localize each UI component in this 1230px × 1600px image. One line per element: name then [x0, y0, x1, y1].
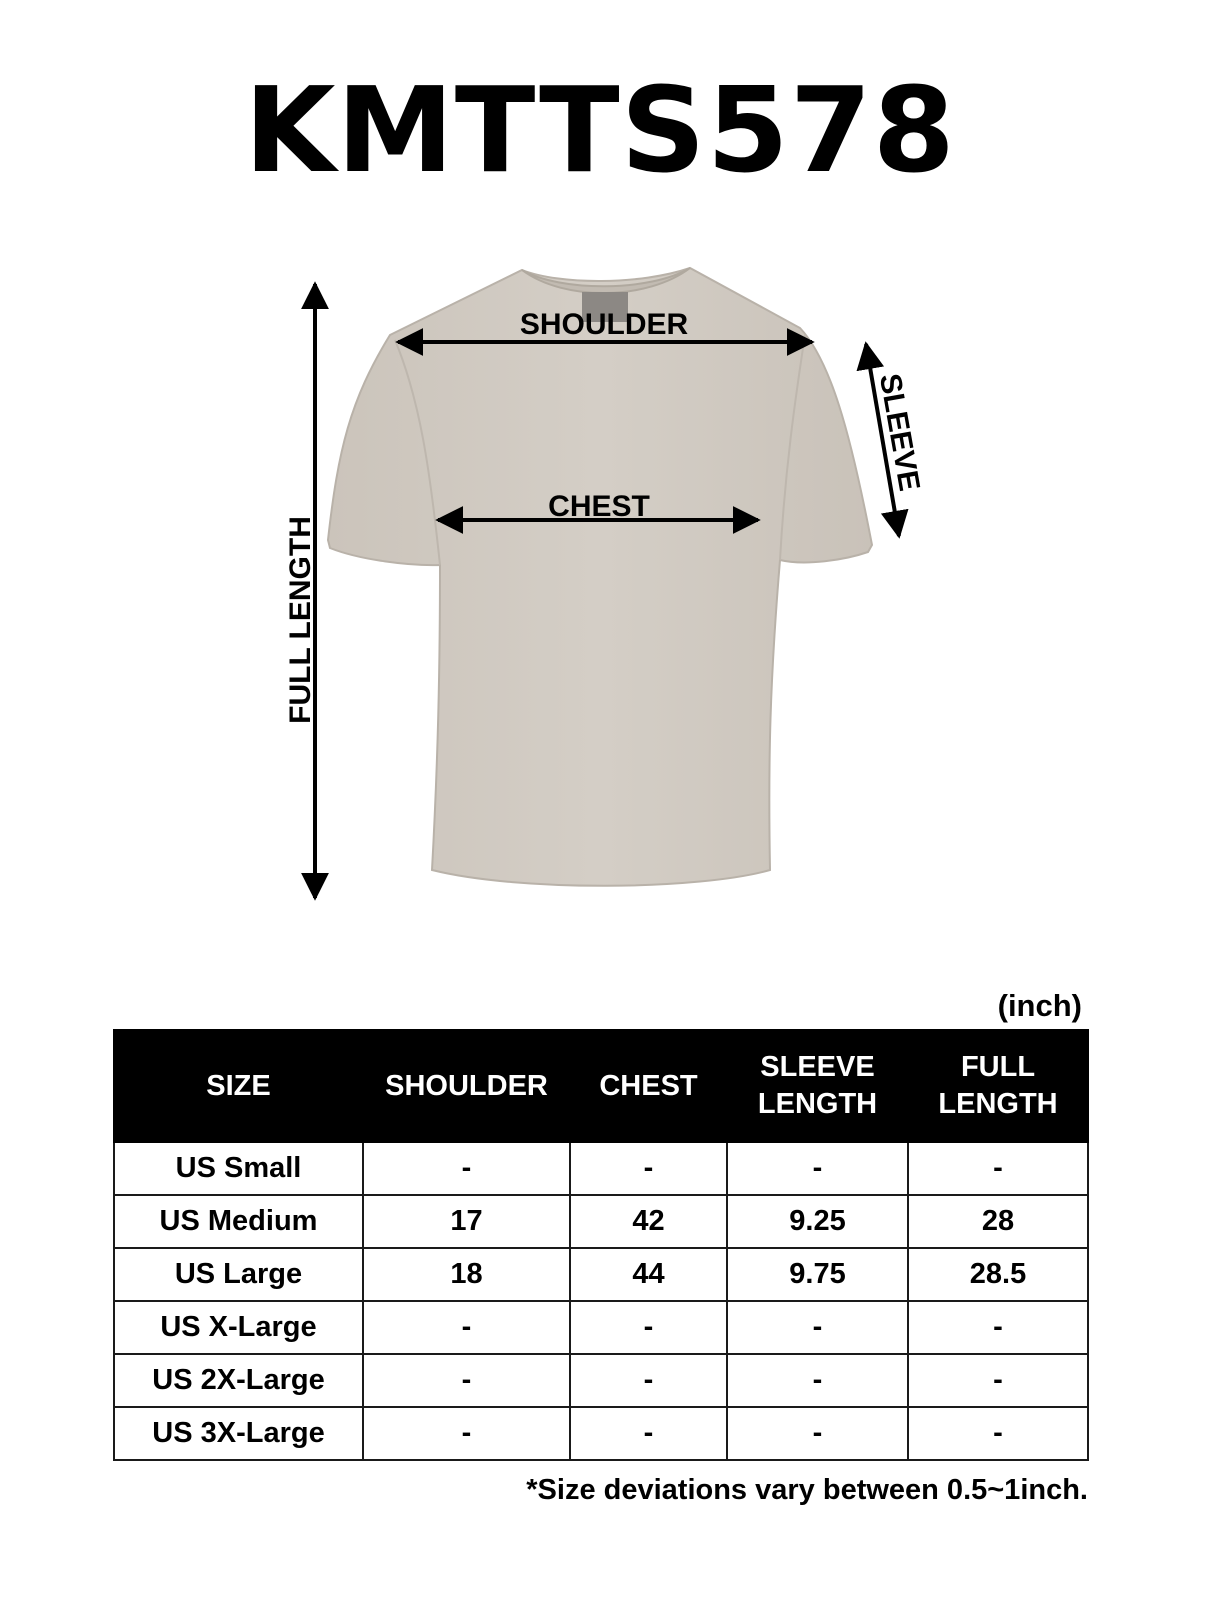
shoulder-label: SHOULDER: [519, 308, 689, 341]
full-length-cell: 28: [908, 1195, 1088, 1248]
table-row: [114, 1142, 1088, 1195]
size-cell: US 3X-Large: [114, 1407, 363, 1460]
header-chest: CHEST: [570, 1030, 727, 1142]
size-cell: US Medium: [114, 1195, 363, 1248]
product-code-title: KMTTS578: [244, 61, 956, 199]
chest-cell: -: [570, 1301, 727, 1354]
table-row: [114, 1248, 1088, 1301]
shoulder-cell: -: [363, 1301, 570, 1354]
header-full-length: FULL LENGTH: [908, 1030, 1088, 1142]
size-cell: US 2X-Large: [114, 1354, 363, 1407]
shoulder-cell: 17: [363, 1195, 570, 1248]
size-cell: US Small: [114, 1142, 363, 1195]
sleeve-length-cell: -: [727, 1142, 908, 1195]
chest-label: CHEST: [548, 490, 650, 523]
size-cell: US Large: [114, 1248, 363, 1301]
full-length-cell: -: [908, 1354, 1088, 1407]
full-length-cell: -: [908, 1142, 1088, 1195]
header-size: SIZE: [114, 1030, 363, 1142]
full-length-cell: 28.5: [908, 1248, 1088, 1301]
sleeve-length-cell: -: [727, 1301, 908, 1354]
sleeve-length-cell: -: [727, 1407, 908, 1460]
shoulder-cell: -: [363, 1354, 570, 1407]
full-length-label: FULL LENGTH: [284, 516, 317, 724]
size-cell: US X-Large: [114, 1301, 363, 1354]
table-row: [114, 1301, 1088, 1354]
sleeve-label: SLEEVE: [872, 371, 926, 494]
table-header-row: [114, 1030, 1088, 1142]
sleeve-length-cell: -: [727, 1354, 908, 1407]
chest-cell: -: [570, 1407, 727, 1460]
full-length-cell: -: [908, 1407, 1088, 1460]
shoulder-cell: -: [363, 1142, 570, 1195]
chest-cell: -: [570, 1142, 727, 1195]
size-chart-table: [113, 1029, 1089, 1461]
table-row: [114, 1407, 1088, 1460]
chest-cell: -: [570, 1354, 727, 1407]
shoulder-cell: 18: [363, 1248, 570, 1301]
sleeve-length-cell: 9.75: [727, 1248, 908, 1301]
table-row: [114, 1354, 1088, 1407]
tshirt-body: [328, 268, 872, 886]
tshirt-illustration: [328, 268, 872, 886]
header-shoulder: SHOULDER: [363, 1030, 570, 1142]
chest-cell: 42: [570, 1195, 727, 1248]
table-row: [114, 1195, 1088, 1248]
full-length-cell: -: [908, 1301, 1088, 1354]
size-deviation-note: *Size deviations vary between 0.5~1inch.: [526, 1474, 1088, 1506]
sleeve-length-cell: 9.25: [727, 1195, 908, 1248]
chest-cell: 44: [570, 1248, 727, 1301]
unit-label: (inch): [997, 988, 1082, 1023]
header-sleeve-length: SLEEVE LENGTH: [727, 1030, 908, 1142]
shoulder-cell: -: [363, 1407, 570, 1460]
